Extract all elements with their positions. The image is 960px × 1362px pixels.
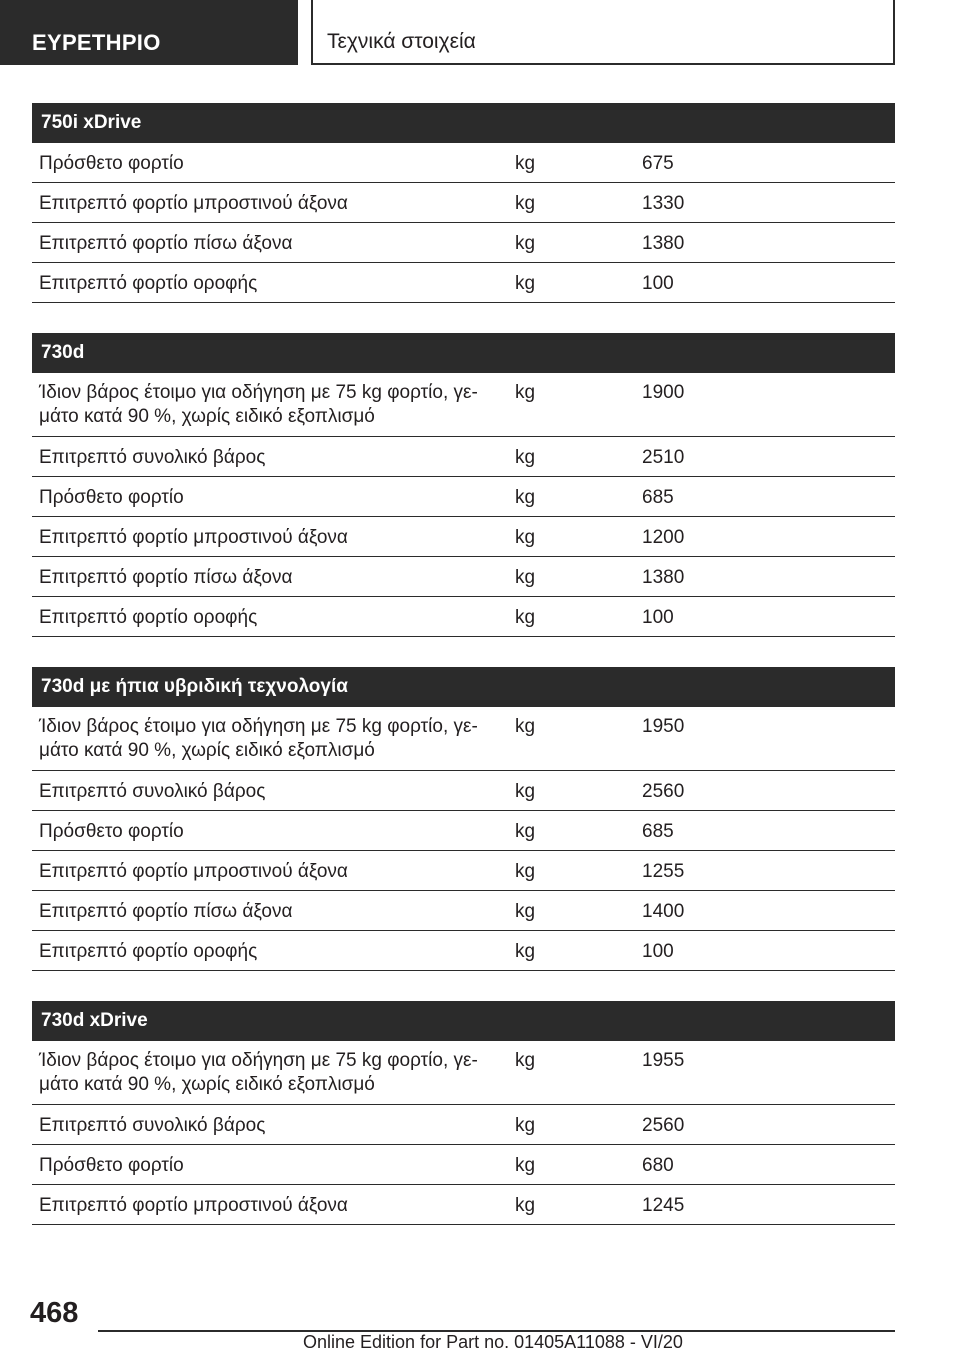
row-label: Πρόσθετο φορτίο xyxy=(39,487,184,508)
row-label: Πρόσθετο φορτίο xyxy=(39,153,184,174)
row-value: 685 xyxy=(642,821,674,842)
index-tab[interactable] xyxy=(0,0,298,65)
row-label: Επιτρεπτό φορτίο πίσω άξονα xyxy=(39,233,293,254)
spec-section xyxy=(32,667,895,971)
edition-note: Online Edition for Part no. 01405A11088 - VI/20 xyxy=(303,1332,683,1352)
row-label: Επιτρεπτό συνολικό βάρος xyxy=(39,1115,266,1136)
row-unit: kg xyxy=(515,607,536,628)
table-row xyxy=(32,1145,895,1185)
spec-tables xyxy=(32,103,895,1255)
row-unit: kg xyxy=(515,716,536,737)
row-unit: kg xyxy=(515,273,536,294)
row-label: Επιτρεπτό φορτίο μπροστινού άξονα xyxy=(39,193,348,214)
section-heading: 730d xDrive xyxy=(32,1001,895,1041)
table-row xyxy=(32,263,895,303)
section-title: Τεχνικά στοιχεία xyxy=(327,30,476,53)
row-unit: kg xyxy=(515,781,536,802)
table-row xyxy=(32,1105,895,1145)
row-label: Επιτρεπτό φορτίο πίσω άξονα xyxy=(39,901,293,922)
row-unit: kg xyxy=(515,1195,536,1216)
row-label: Ίδιον βάρος έτοιμο για οδήγηση με 75 kg φορτίο, γε‐μάτο κατά 90 %, χωρίς ειδικό εξοπλισμό xyxy=(39,716,478,761)
row-label: Ίδιον βάρος έτοιμο για οδήγηση με 75 kg φορτίο, γε‐μάτο κατά 90 %, χωρίς ειδικό εξοπλισμό xyxy=(39,1050,478,1095)
row-unit: kg xyxy=(515,1155,536,1176)
row-value: 2560 xyxy=(642,1115,685,1136)
row-value: 2510 xyxy=(642,447,685,468)
row-value: 1245 xyxy=(642,1195,685,1216)
row-unit: kg xyxy=(515,233,536,254)
row-value: 1900 xyxy=(642,382,685,403)
spec-section xyxy=(32,103,895,303)
row-label: Επιτρεπτό φορτίο οροφής xyxy=(39,607,258,628)
table-row xyxy=(32,891,895,931)
table-row xyxy=(32,707,895,771)
row-unit: kg xyxy=(515,1050,536,1071)
table-row xyxy=(32,183,895,223)
section-heading: 750i xDrive xyxy=(32,103,895,143)
table-row xyxy=(32,851,895,891)
row-unit: kg xyxy=(515,153,536,174)
row-value: 1330 xyxy=(642,193,685,214)
table-row xyxy=(32,437,895,477)
row-unit: kg xyxy=(515,447,536,468)
table-row xyxy=(32,1185,895,1225)
row-unit: kg xyxy=(515,821,536,842)
row-value: 1955 xyxy=(642,1050,685,1071)
row-label: Επιτρεπτό φορτίο πίσω άξονα xyxy=(39,567,293,588)
table-row xyxy=(32,557,895,597)
row-unit: kg xyxy=(515,941,536,962)
table-row xyxy=(32,811,895,851)
row-value: 1200 xyxy=(642,527,685,548)
row-unit: kg xyxy=(515,382,536,403)
row-value: 100 xyxy=(642,273,674,294)
row-unit: kg xyxy=(515,901,536,922)
row-value: 100 xyxy=(642,607,674,628)
row-label: Επιτρεπτό φορτίο μπροστινού άξονα xyxy=(39,1195,348,1216)
row-label: Επιτρεπτό φορτίο οροφής xyxy=(39,941,258,962)
table-row xyxy=(32,477,895,517)
row-label: Πρόσθετο φορτίο xyxy=(39,1155,184,1176)
row-value: 1380 xyxy=(642,233,685,254)
row-unit: kg xyxy=(515,527,536,548)
row-value: 2560 xyxy=(642,781,685,802)
table-row xyxy=(32,771,895,811)
index-tab-label: ΕΥΡΕΤΗΡΙΟ xyxy=(32,30,161,55)
row-label: Επιτρεπτό φορτίο μπροστινού άξονα xyxy=(39,861,348,882)
row-label: Πρόσθετο φορτίο xyxy=(39,821,184,842)
row-label: Επιτρεπτό φορτίο μπροστινού άξονα xyxy=(39,527,348,548)
page-number: 468 xyxy=(30,1297,79,1329)
row-value: 1950 xyxy=(642,716,685,737)
table-row xyxy=(32,517,895,557)
row-value: 100 xyxy=(642,941,674,962)
row-label: Επιτρεπτό συνολικό βάρος xyxy=(39,781,266,802)
section-heading: 730d xyxy=(32,333,895,373)
row-value: 685 xyxy=(642,487,674,508)
row-unit: kg xyxy=(515,567,536,588)
table-row xyxy=(32,373,895,437)
row-unit: kg xyxy=(515,193,536,214)
section-header xyxy=(311,0,895,65)
table-row xyxy=(32,1041,895,1105)
table-row xyxy=(32,143,895,183)
row-label: Επιτρεπτό συνολικό βάρος xyxy=(39,447,266,468)
row-label: Ίδιον βάρος έτοιμο για οδήγηση με 75 kg φορτίο, γε‐μάτο κατά 90 %, χωρίς ειδικό εξοπλισμό xyxy=(39,382,478,427)
table-row xyxy=(32,597,895,637)
row-value: 1400 xyxy=(642,901,685,922)
table-row xyxy=(32,223,895,263)
spec-section xyxy=(32,333,895,637)
row-unit: kg xyxy=(515,861,536,882)
row-value: 1255 xyxy=(642,861,685,882)
row-label: Επιτρεπτό φορτίο οροφής xyxy=(39,273,258,294)
row-value: 680 xyxy=(642,1155,674,1176)
row-value: 1380 xyxy=(642,567,685,588)
row-unit: kg xyxy=(515,1115,536,1136)
row-value: 675 xyxy=(642,153,674,174)
section-heading: 730d με ήπια υβριδική τεχνολογία xyxy=(32,667,895,707)
row-unit: kg xyxy=(515,487,536,508)
table-row xyxy=(32,931,895,971)
spec-section xyxy=(32,1001,895,1225)
